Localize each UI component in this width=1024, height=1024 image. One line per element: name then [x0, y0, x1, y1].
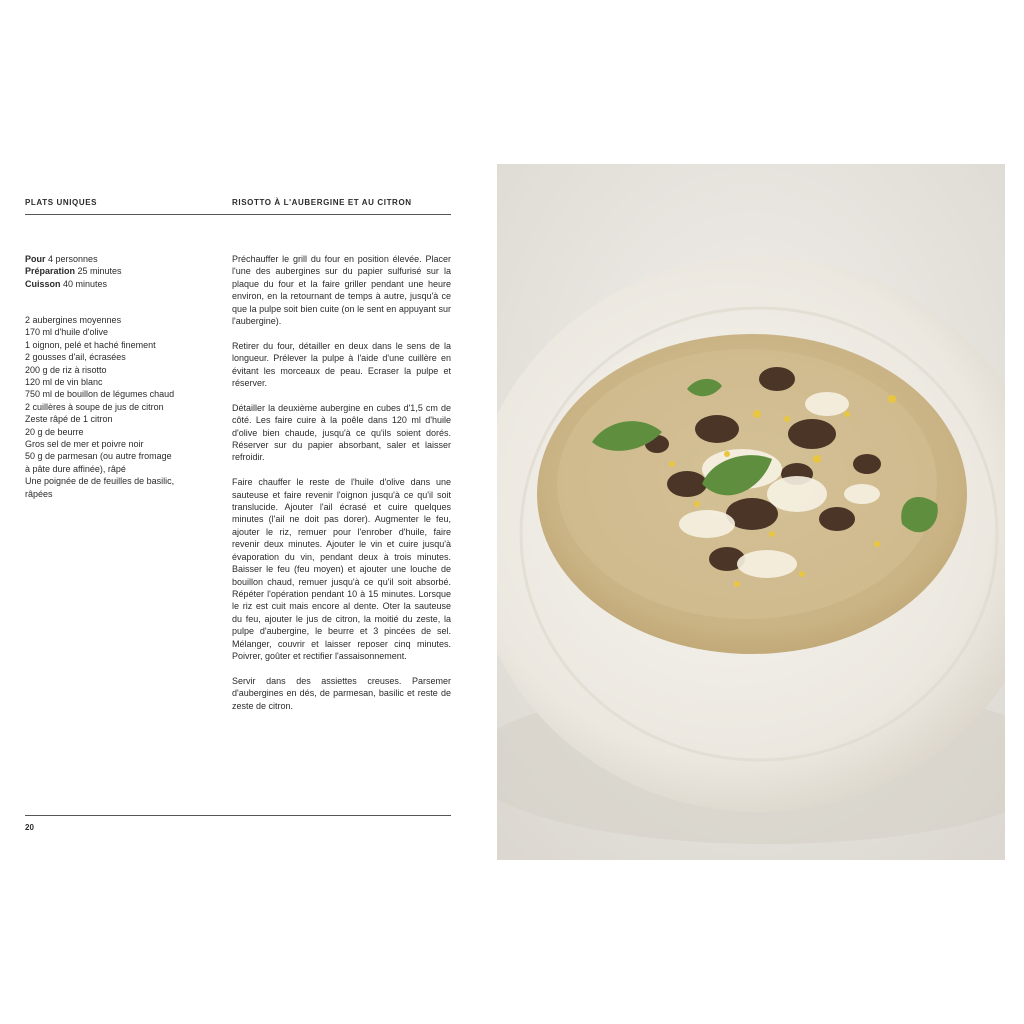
ingredient-item: Zeste râpé de 1 citron [25, 414, 113, 425]
risotto-photo-illustration [497, 164, 1005, 860]
ingredient-item: Une poignée de de feuilles de basilic, [25, 476, 175, 487]
ingredient-item: 2 aubergines moyennes [25, 315, 122, 325]
risotto-photo [497, 164, 1005, 860]
ingredient-item: 750 ml de bouillon de légumes chaud [25, 389, 175, 400]
prep-time-line [25, 265, 215, 277]
servings-value: 4 personnes [48, 254, 98, 264]
prep-time-label: Préparation [25, 266, 76, 277]
ingredient-item: Gros sel de mer et poivre noir [25, 439, 144, 450]
recipe-title: RISOTTO À L'AUBERGINE ET AU CITRON [232, 198, 412, 207]
cook-time-value: 40 minutes [63, 278, 108, 289]
ingredients-list [25, 314, 207, 500]
instructions [232, 253, 451, 724]
footer-rule [25, 815, 451, 816]
cook-time-line [25, 278, 215, 290]
instruction-paragraph: Préchauffer le grill du four en position élevée. Placer l'une des aubergines sur du papier sulfurisé sur la plaque du four et la faire griller pendant une heure environ, en la retournant de temps à autre, jusqu'à ce que la pulpe soit bien cuite (on le sent en appuyant sur l'aubergine). [232, 254, 451, 327]
ingredient-item: 170 ml d'huile d'olive [25, 327, 108, 338]
instruction-paragraph: Servir dans des assiettes creuses. Parsemer d'aubergines en dés, de parmesan, basilic et reste de zeste de citron. [232, 675, 451, 711]
section-title: PLATS UNIQUES [25, 198, 98, 207]
ingredient-item: 120 ml de vin blanc [25, 377, 103, 388]
servings-line [25, 253, 215, 265]
ingredient-item: râpées [25, 488, 53, 499]
page-number: 20 [25, 823, 34, 832]
ingredient-item: à pâte dure affinée), râpé [25, 463, 126, 474]
instruction-paragraph: Retirer du four, détailler en deux dans le sens de la longueur. Prélever la pulpe à l'aide d'une cuillère en évitant les morceaux de peau. Ecraser la pulpe et réserver. [232, 340, 451, 389]
ingredient-item: 2 gousses d'ail, écrasées [25, 352, 126, 363]
ingredient-item: 20 g de beurre [25, 426, 84, 437]
instruction-paragraph: Détailler la deuxième aubergine en cubes d'1,5 cm de côté. Les faire cuire à la poêle dans 120 ml d'huile d'olive bien chaude, jusqu'à ce qu'ils soient dorés. Réserver sur du papier absorbant, saler et laisser refroidir. [232, 402, 451, 463]
cook-time-label: Cuisson [25, 278, 61, 289]
instruction-paragraph: Faire chauffer le reste de l'huile d'olive dans une sauteuse et faire revenir l'oignon jusqu'à ce qu'il soit translucide. Ajouter l'ail écrasé et cuire quelques minutes (l'ail ne doit pas dorer). Augmenter le feu, ajouter le riz, remuer pour l'enrober d'huile, faire revenir deux minutes. Ajouter le vin et cuire jusqu'à évaporation du vin, pendant deux à trois minutes. Baisser le feu (feu moyen) et ajouter une louche de bouillon chaud, remuer jusqu'à ce qu'il soit absorbé. Répéter l'opération pendant 10 à 15 minutes. Lorsque le riz est cuit mais encore al dente. Oter la sauteuse du feu, ajouter le jus de citron, la moitié du zeste, la pulpe d'aubergine, le beurre et 3 pincées de sel. Mélanger, couvrir et laisser reposer cinq minutes. Poivrer, goûter et rectifier l'assaisonnement. [232, 477, 451, 661]
recipe-meta [25, 253, 215, 290]
ingredient-item: 50 g de parmesan (ou autre fromage [25, 451, 172, 462]
page-header [25, 198, 451, 215]
servings-label: Pour [25, 254, 46, 264]
ingredient-item: 2 cuillères à soupe de jus de citron [25, 401, 164, 412]
ingredient-item: 1 oignon, pelé et haché finement [25, 339, 156, 350]
ingredient-item: 200 g de riz à risotto [25, 364, 107, 375]
prep-time-value: 25 minutes [77, 266, 122, 277]
